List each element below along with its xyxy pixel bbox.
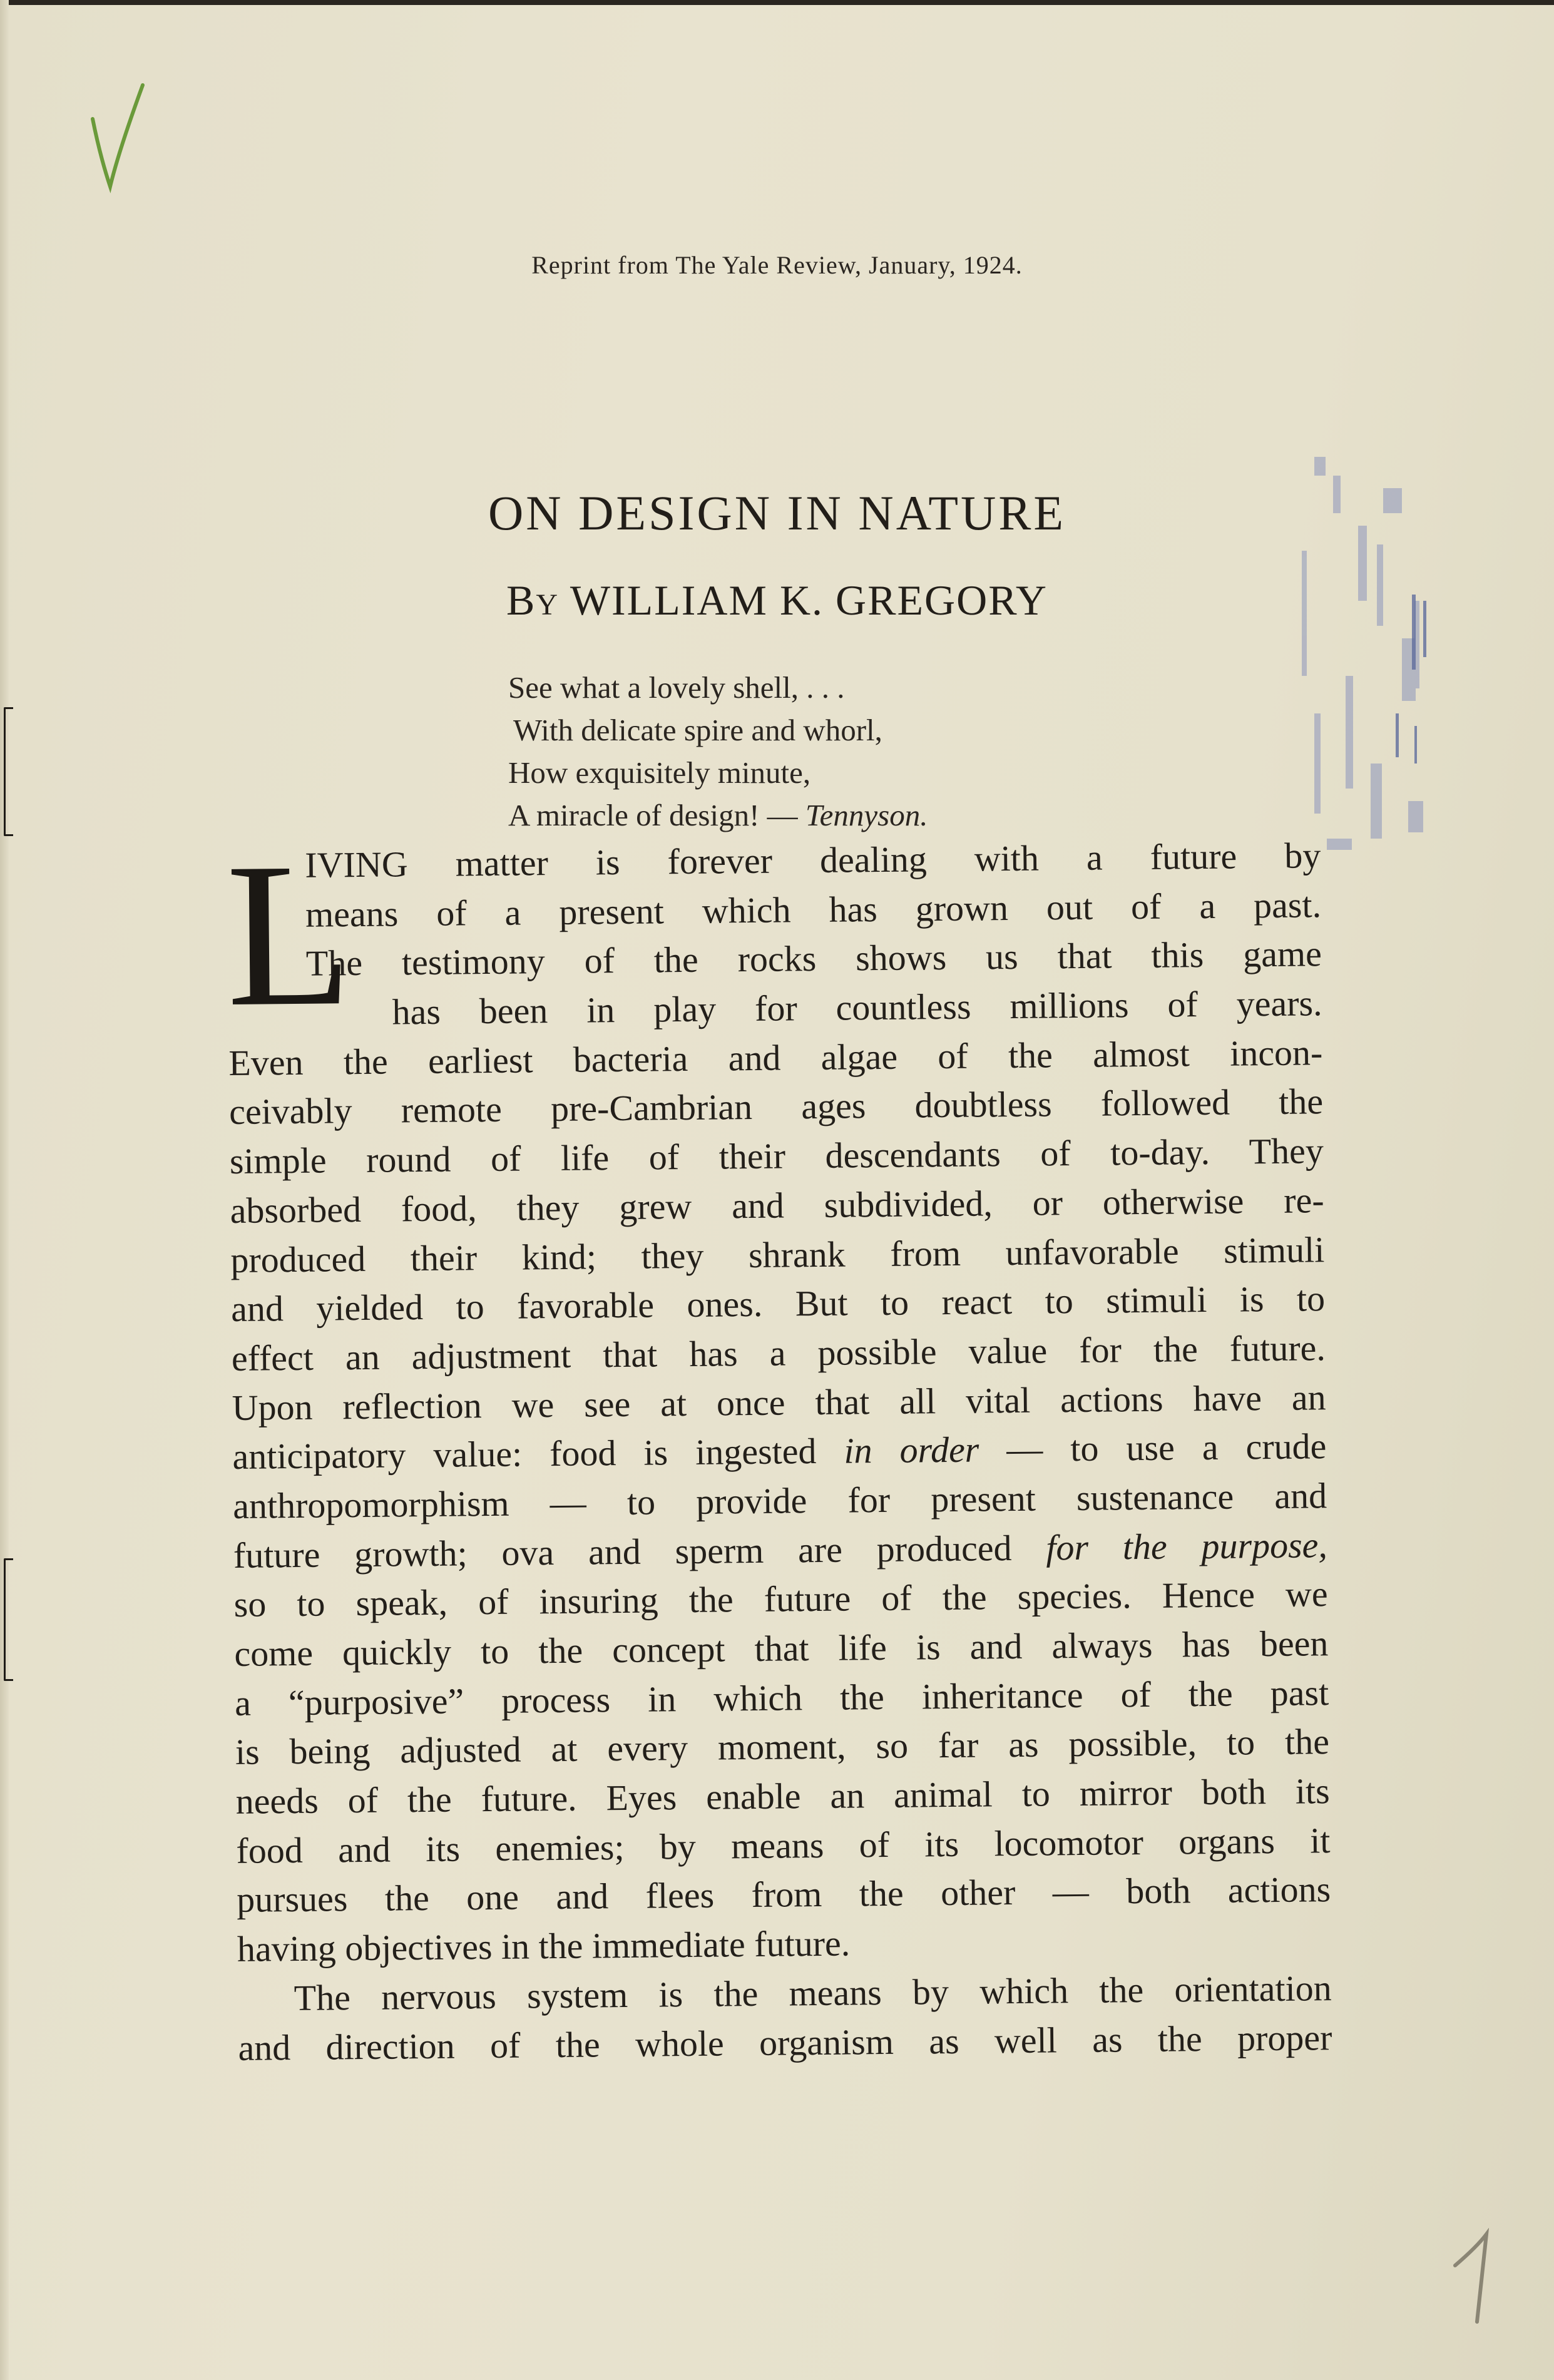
body-line: is being adjusted at every moment, so far as possible, to the — [235, 1721, 1330, 1773]
body-line: produced their kind; they shrank from unfavorable stimuli — [230, 1228, 1325, 1280]
body-line: so to speak, of insuring the future of the species. Hence we — [233, 1573, 1328, 1625]
staple-bottom — [4, 1558, 13, 1681]
byline — [0, 576, 1554, 625]
body-line: anthropomorphism — to provide for present sustenance and — [232, 1475, 1327, 1526]
body-line: effect an adjustment that has a possible value for the future. — [231, 1327, 1326, 1379]
body-line: means of a present which has grown out of a past. — [305, 884, 1322, 935]
italic-for-the-purpose: for the purpose, — [1046, 1524, 1328, 1568]
body-line: needs of the future. Eyes enable an animal to mirror both its — [235, 1770, 1330, 1822]
body-line: absorbed food, they grew and subdivided, or otherwise re- — [230, 1180, 1324, 1231]
epigraph-line: See what a lovely shell, . . . — [508, 670, 845, 705]
pencil-checkmark-icon — [81, 81, 150, 194]
body-line: The testimony of the rocks shows us that this game — [305, 933, 1322, 984]
epigraph — [508, 667, 928, 837]
drop-cap: L — [225, 820, 354, 1050]
body-line: The nervous system is the means by which the orientation — [294, 1967, 1332, 2018]
body-line: ceivably remote pre-Cambrian ages doubtless followed the — [228, 1081, 1324, 1133]
reprint-notice: Reprint from The Yale Review, January, 1924. — [531, 251, 1023, 279]
body-line-text: anticipatory value: food is ingested — [232, 1431, 817, 1478]
epigraph-attribution: Tennyson. — [805, 798, 928, 832]
italic-in-order: in order — [844, 1429, 979, 1471]
body-line: Even the earliest bacteria and algae of the almost incon- — [228, 1031, 1323, 1083]
epigraph-line-text: A miracle of design! — — [508, 798, 798, 832]
body-line-text: future growth; ova and sperm are produced — [233, 1527, 1012, 1576]
body-line: has been in play for countless millions of years. — [392, 983, 1322, 1033]
body-line: pursues the one and flees from the other — both actions — [236, 1869, 1331, 1921]
page-binding-edge — [0, 0, 9, 2380]
body-line: and direction of the whole organism as well as the proper — [238, 2016, 1332, 2068]
body-line: having objectives in the immediate future. — [237, 1923, 851, 1970]
body-line: a “purposive” process in which the inheritance of the past — [234, 1672, 1329, 1724]
body-line: and yielded to favorable ones. But to react to stimuli is to — [230, 1278, 1326, 1330]
epigraph-line — [508, 794, 928, 837]
pencil-page-number-icon — [1433, 2228, 1508, 2328]
staple-top — [4, 707, 13, 836]
epigraph-line: With delicate spire and whorl, — [513, 713, 882, 747]
body-line: Upon reflection we see at once that all vital actions have an — [232, 1376, 1326, 1428]
article-title: ON DESIGN IN NATURE — [488, 486, 1066, 540]
body-line-text: — to use a crude — [1006, 1426, 1327, 1470]
body-line: food and its enemies; by means of its locomotor organs it — [236, 1819, 1331, 1871]
body-line: IVING matter is forever dealing with a future by — [305, 835, 1321, 886]
epigraph-line: How exquisitely minute, — [508, 755, 811, 790]
body-line: come quickly to the concept that life is and always has been — [234, 1623, 1329, 1674]
byline-prefix: By — [506, 576, 560, 624]
article-body — [225, 820, 1332, 2073]
body-line: simple round of life of their descendants of to-day. They — [229, 1130, 1324, 1182]
author-name: WILLIAM K. GREGORY — [570, 576, 1048, 624]
